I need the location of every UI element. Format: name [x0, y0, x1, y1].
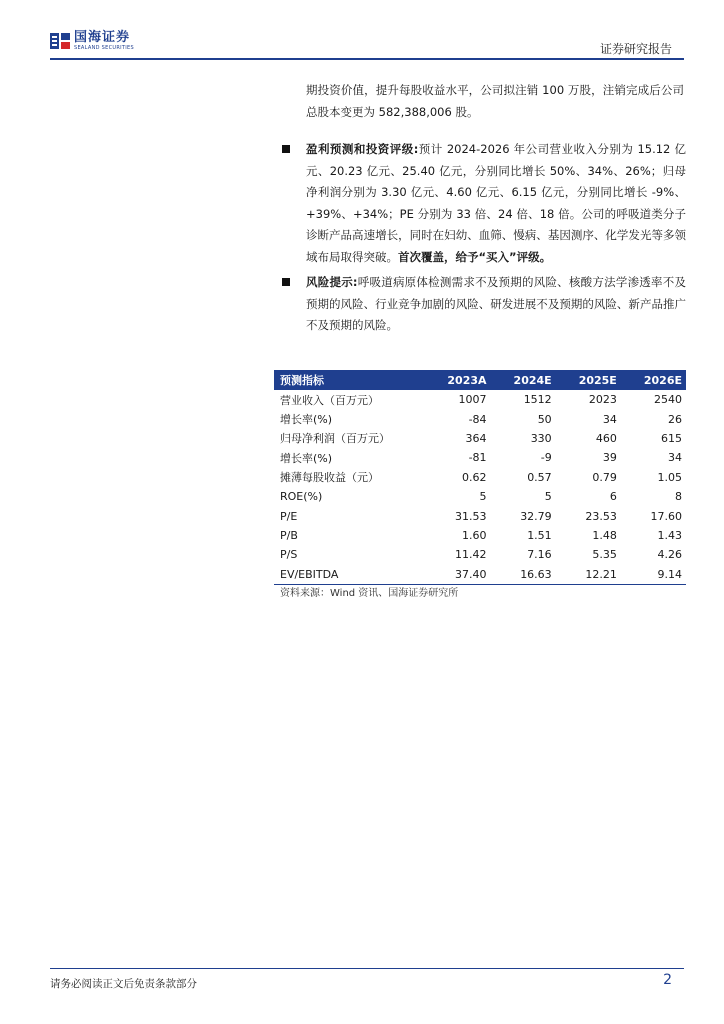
table-cell: 17.60 [650, 509, 682, 523]
table-cell: 31.53 [455, 509, 487, 523]
page-number: 2 [663, 972, 672, 988]
table-cell: 5 [544, 490, 552, 504]
table-cell: 7.16 [527, 548, 552, 562]
table-row [274, 409, 686, 428]
table-cell: 615 [661, 431, 682, 445]
table-header-cell: 2025E [556, 370, 621, 390]
table-cell: 2023 [588, 393, 617, 407]
table-cell: 330 [530, 431, 552, 445]
risk-text [306, 272, 686, 337]
bullet-square-icon [282, 145, 290, 153]
table-cell: ROE(%) [280, 490, 323, 504]
company-logo [50, 30, 134, 52]
table-cell: 4.26 [657, 548, 682, 562]
table-cell: P/S [280, 548, 298, 562]
table-row [274, 565, 686, 585]
table-cell: 39 [602, 451, 617, 465]
table-cell: P/E [280, 509, 298, 523]
table-row [274, 526, 686, 545]
table-cell: 12.21 [556, 565, 621, 585]
table-cell: -81 [468, 451, 487, 465]
table-cell: 32.79 [520, 509, 552, 523]
rating-text [306, 139, 686, 268]
table-cell: 1.48 [592, 528, 617, 542]
table-cell: 增长率(%) [280, 413, 333, 427]
table-row [274, 506, 686, 525]
table-cell: 364 [465, 431, 487, 445]
rating-body: 预计 2024-2026 年公司营业收入分别为 15.12 亿元、20.23 亿元、25.40 亿元，分别同比增长 50%、34%、26%；归母净利润分别为 3.30 亿元、4.60 亿元、6.15 亿元，分别同比增长 -9%、+39%、+34%；PE 分别为 33 倍、24 倍、18 倍。公司的呼吸道类分子诊断产品高速增长，同时在妇幼、血筛、慢病、基因测序、化学发光等多领域布局取得突破。 [306, 142, 686, 264]
table-header-cell: 预测指标 [274, 370, 424, 390]
table-cell: EV/EBITDA [274, 565, 424, 585]
table-header-cell: 2024E [491, 370, 556, 390]
table-cell: 460 [595, 431, 617, 445]
table-cell: 50 [537, 412, 552, 426]
risk-title: 风险提示: [306, 275, 358, 289]
header-divider [50, 58, 684, 60]
table-cell: 1512 [523, 393, 552, 407]
table-cell: 1.60 [462, 528, 487, 542]
table-row [274, 429, 686, 448]
table-row [274, 487, 686, 506]
logo-cn-text: 国海证券 [74, 30, 131, 45]
table-row [274, 448, 686, 467]
table-cell: 1.43 [657, 528, 682, 542]
table-header-cell: 2026E [621, 370, 686, 390]
forecast-table [274, 370, 686, 585]
table-cell: 1007 [458, 393, 487, 407]
table-cell: 营业收入（百万元） [280, 393, 379, 407]
table-cell: 增长率(%) [280, 451, 333, 465]
table-cell: 37.40 [424, 565, 491, 585]
logo-en-text: SEALAND SECURITIES [74, 45, 134, 51]
report-type-label: 证券研究报告 [599, 42, 672, 56]
table-cell: 26 [668, 412, 682, 426]
table-source-note: 资料来源：Wind 资讯、国海证券研究所 [280, 588, 459, 599]
footer-divider [50, 968, 684, 969]
table-cell: 5.35 [592, 548, 617, 562]
table-cell: 34 [602, 412, 617, 426]
table-cell: 9.14 [621, 565, 686, 585]
table-cell: 5 [479, 490, 487, 504]
table-cell: 归母净利润（百万元） [280, 432, 390, 446]
rating-emphasis: 首次覆盖，给予“买入”评级。 [398, 249, 552, 264]
table-cell: 16.63 [491, 565, 556, 585]
table-cell: 1.51 [527, 528, 552, 542]
table-row [274, 545, 686, 564]
intro-paragraph: 期投资价值，提升每股收益水平，公司拟注销 100 万股，注销完成后公司总股本变更为 582,388,006 股。 [306, 83, 684, 119]
table-cell: 11.42 [455, 548, 487, 562]
rating-title: 盈利预测和投资评级: [306, 142, 419, 156]
table-cell: 0.79 [592, 470, 617, 484]
table-cell: 23.53 [585, 509, 617, 523]
table-cell: 1.05 [657, 470, 682, 484]
table-cell: -9 [540, 451, 552, 465]
logo-icon [50, 31, 70, 51]
table-cell: -84 [468, 412, 487, 426]
table-cell: 8 [675, 490, 682, 504]
table-cell: P/B [280, 528, 298, 542]
bullet-square-icon [282, 278, 290, 286]
table-cell: 0.62 [462, 470, 487, 484]
table-cell: 34 [668, 451, 682, 465]
table-cell: 摊薄每股收益（元） [280, 471, 379, 485]
table-row [274, 390, 686, 409]
table-cell: 2540 [654, 393, 682, 407]
table-header-cell: 2023A [424, 370, 491, 390]
page-header [0, 0, 724, 62]
table-cell: 6 [609, 490, 617, 504]
table-row [274, 468, 686, 487]
risk-body: 呼吸道病原体检测需求不及预期的风险、核酸方法学渗透率不及预期的风险、行业竞争加剧的风险、研发进展不及预期的风险、新产品推广不及预期的风险。 [306, 275, 686, 332]
footer-disclaimer: 请务必阅读正文后免责条款部分 [50, 978, 197, 990]
table-header-row [274, 370, 686, 390]
table-cell: 0.57 [527, 470, 552, 484]
